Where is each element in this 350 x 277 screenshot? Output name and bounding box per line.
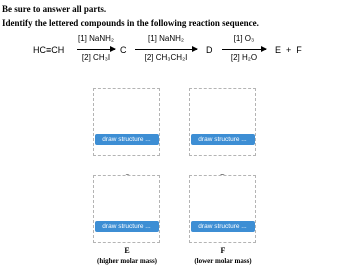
reaction-arrow-1 [77, 34, 115, 68]
reagent-step2-top: [1] NaNH₂ [147, 34, 184, 43]
products-e-f-label: E + F [275, 45, 302, 55]
arrow-head-icon [261, 46, 267, 52]
reagent-step1-bottom: [2] CH₃I [81, 53, 111, 62]
panel-label-e: E [124, 246, 130, 255]
draw-structure-button-c[interactable]: draw structure ... [95, 134, 159, 145]
panel-sub-f: (lower molar mass) [194, 257, 252, 265]
draw-structure-button-d[interactable]: draw structure ... [191, 134, 255, 145]
reaction-scheme [0, 34, 350, 68]
structure-panel-c[interactable] [93, 88, 160, 156]
structure-panel-e[interactable] [93, 175, 160, 243]
draw-structure-button-e[interactable]: draw structure ... [95, 221, 159, 232]
reaction-arrow-3 [222, 34, 266, 68]
reagent-step3-top: [1] O₃ [233, 34, 255, 43]
question-text: Identify the lettered compounds in the following reaction sequence. [2, 18, 259, 28]
structure-panel-f[interactable] [189, 175, 256, 243]
reaction-arrow-2 [135, 34, 197, 68]
instructions-text: Be sure to answer all parts. [2, 4, 107, 14]
arrow-line [222, 49, 266, 50]
arrow-head-icon [192, 46, 198, 52]
reagent-step1-top: [1] NaNH₂ [77, 34, 114, 43]
compound-d-label: D [206, 45, 213, 55]
arrow-head-icon [110, 46, 116, 52]
compound-c-label: C [120, 45, 127, 55]
panel-label-f: F [220, 246, 226, 255]
arrow-line [135, 49, 197, 50]
reagent-step2-bottom: [2] CH₃CH₂I [144, 53, 188, 62]
starting-material-acetylene: HC≡CH [33, 45, 65, 55]
draw-structure-button-f[interactable]: draw structure ... [191, 221, 255, 232]
structure-panel-d[interactable] [189, 88, 256, 156]
reagent-step3-bottom: [2] H₂O [230, 53, 258, 62]
panel-sub-e: (higher molar mass) [96, 257, 158, 265]
